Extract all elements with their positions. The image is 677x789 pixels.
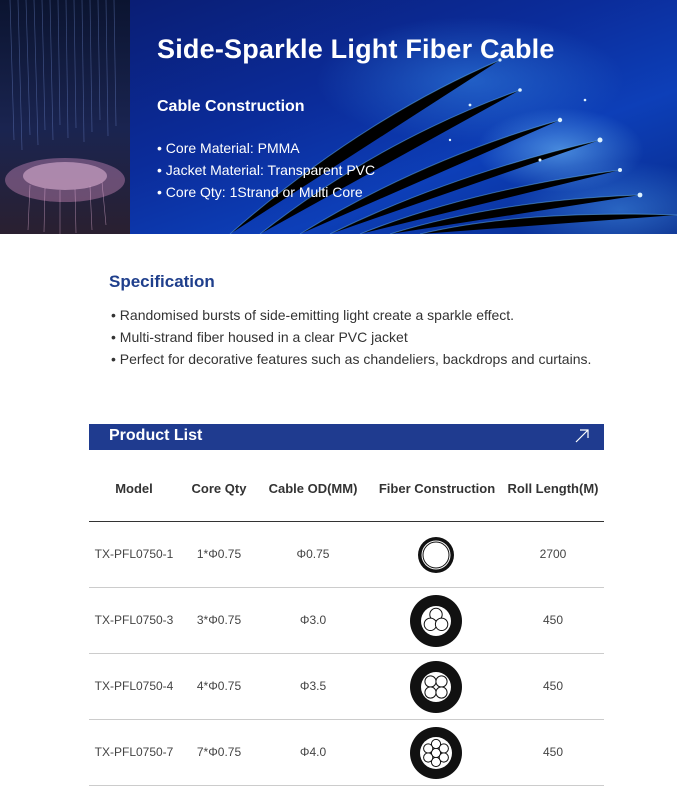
cell-cable-od: Φ4.0 [299, 745, 327, 759]
cell-core-qty: 4*Φ0.75 [196, 679, 242, 693]
cell-cable-od: Φ3.5 [299, 679, 327, 693]
specification-list [111, 304, 592, 370]
construction-item-jacket-material: • Jacket Material: Transparent PVC [157, 159, 375, 181]
column-header-roll-length: Roll Length(M) [507, 481, 599, 496]
cell-model: TX-PFL0750-3 [94, 613, 174, 627]
page-title: Side-Sparkle Light Fiber Cable [157, 34, 555, 64]
row-divider [89, 719, 604, 720]
spec-item-sparkle: • Randomised bursts of side-emitting light create a sparkle effect. [111, 304, 592, 326]
cell-core-qty: 1*Φ0.75 [196, 547, 242, 561]
single-core-cross-section-icon [416, 535, 456, 575]
cell-core-qty: 3*Φ0.75 [196, 613, 242, 627]
spec-item-multistrand: • Multi-strand fiber housed in a clear PVC jacket [111, 326, 592, 348]
cell-roll-length: 450 [542, 745, 564, 759]
construction-item-core-material: • Core Material: PMMA [157, 137, 375, 159]
cell-model: TX-PFL0750-4 [94, 679, 174, 693]
cell-roll-length: 450 [542, 679, 564, 693]
column-header-fiber-construction: Fiber Construction [378, 481, 496, 496]
specification-heading: Specification [109, 272, 215, 291]
cell-cable-od: Φ0.75 [296, 547, 330, 561]
cell-model: TX-PFL0750-1 [94, 547, 174, 561]
column-header-core-qty: Core Qty [191, 481, 247, 496]
arrow-up-right-icon[interactable] [574, 428, 590, 444]
row-divider [89, 785, 604, 786]
product-list-title: Product List [109, 427, 203, 444]
column-header-cable-od: Cable OD(MM) [268, 481, 358, 496]
seven-core-cross-section-icon [409, 726, 463, 780]
product-list-header-bar [89, 424, 604, 450]
three-core-cross-section-icon [409, 594, 463, 648]
row-divider [89, 587, 604, 588]
spec-item-decorative: • Perfect for decorative features such as chandeliers, backdrops and curtains. [111, 348, 592, 370]
cell-roll-length: 450 [542, 613, 564, 627]
cell-roll-length: 2700 [539, 547, 567, 561]
header-banner [0, 0, 677, 234]
row-divider [89, 653, 604, 654]
cell-cable-od: Φ3.0 [299, 613, 327, 627]
table-header-divider [89, 521, 604, 522]
column-header-model: Model [115, 481, 153, 496]
construction-item-core-qty: • Core Qty: 1Strand or Multi Core [157, 181, 375, 203]
cell-model: TX-PFL0750-7 [94, 745, 174, 759]
four-core-cross-section-icon [409, 660, 463, 714]
construction-list [157, 137, 375, 203]
cell-core-qty: 7*Φ0.75 [196, 745, 242, 759]
construction-subtitle: Cable Construction [157, 98, 305, 115]
